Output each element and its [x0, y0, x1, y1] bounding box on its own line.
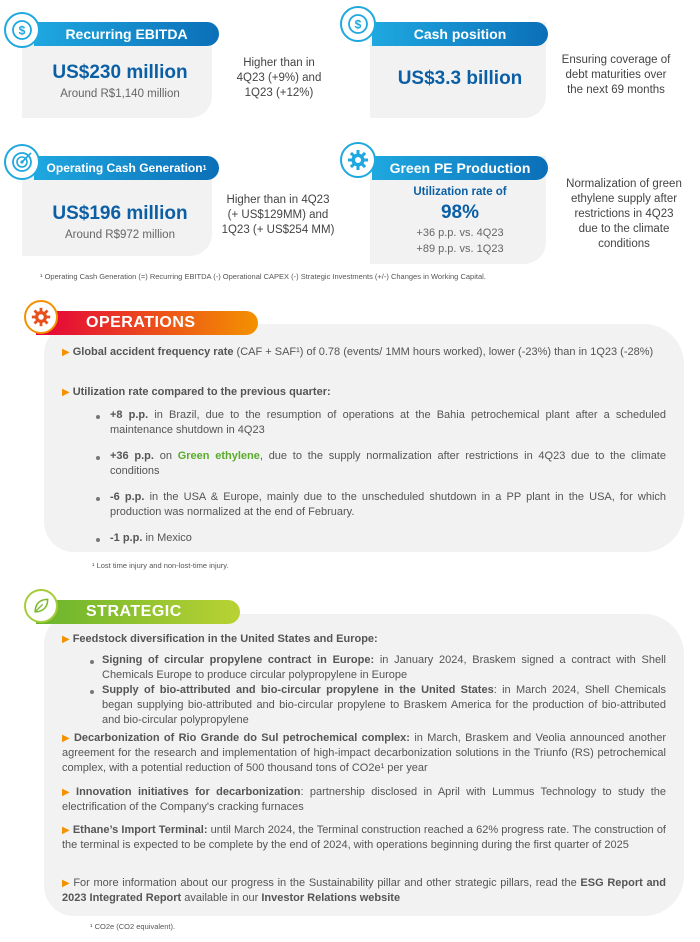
greenpe-util-label: Utilization rate of: [413, 186, 507, 198]
dollar-coin-icon: [340, 6, 376, 42]
greenpe-side: Normalization of green ethylene supply after restrictions in 4Q23 due to the climate conditions: [566, 178, 682, 250]
greenpe-line2: +89 p.p. vs. 1Q23: [416, 243, 504, 255]
ocg-title: Operating Cash Generation 1: [34, 156, 219, 180]
strat-more-info: ▶ For more information about our progress in the Sustainability pillar and other strategic pillars, read the ESG Report and 2023 Integrated Report available in our Investor Relations website: [62, 877, 666, 904]
gear-icon: [340, 142, 376, 178]
ir-website-link[interactable]: Investor Relations website: [261, 892, 401, 904]
bullet: [90, 690, 94, 694]
ops-util-heading: ▶ Utilization rate compared to the previous quarter:: [62, 386, 331, 398]
strat-footnote: ¹ CO2e (CO2 equivalent).: [90, 922, 176, 931]
kpi-footnote: ¹ Operating Cash Generation (=) Recurring EBITDA (-) Operational CAPEX (-) Strategic Investments (+/-) Changes in Working Capital.: [40, 272, 486, 281]
strat-ethane-terminal: ▶ Ethane’s Import Terminal: until March 2024, the Terminal construction reached a 62% progress rate. The construction of the terminal is expected to be complete by the end of 2024, with operations beginning during the first quarter of 2025: [62, 824, 666, 851]
bullet: [90, 660, 94, 664]
greenpe-line1: +36 p.p. vs. 4Q23: [416, 227, 504, 239]
bullet: [96, 456, 100, 460]
arrow-icon: ▶: [62, 634, 70, 645]
arrow-icon: ▶: [62, 787, 74, 798]
strat-feedstock: ▶ Feedstock diversification in the United States and Europe:: [62, 633, 378, 645]
dollar-refresh-icon: [4, 12, 40, 48]
ops-accident: ▶ Global accident frequency rate (CAF + SAF¹) of 0.78 (events/ 1MM hours worked), lower (-23%) than in 1Q23 (-28%): [62, 346, 654, 358]
ops-footnote: ¹ Lost time injury and non-lost-time injury.: [92, 561, 229, 570]
strategic-title: STRATEGIC: [36, 600, 240, 624]
ebitda-title: Recurring EBITDA: [34, 22, 219, 46]
ops-bullet-usa: -6 p.p. in the USA & Europe, mainly due to the unscheduled shutdown in a PP plant in the USA, for which production was normalized at the end of February.: [110, 491, 667, 518]
operations-title: OPERATIONS: [36, 311, 258, 335]
greenpe-value: 98%: [440, 202, 480, 223]
leaf-icon: [24, 589, 58, 623]
ebitda-value: US$230 million: [52, 62, 188, 83]
strat-bio-propylene: Supply of bio-attributed and bio-circular propylene in the United States: in March 2024, Shell Chemicals began supplying bio-attributed and bio-circular propylene to Braskem America for the production of bio-attributed and bio-circular polypropylene: [102, 684, 666, 726]
target-icon: [4, 144, 40, 180]
ocg-value: US$196 million: [52, 203, 188, 224]
arrow-icon: ▶: [62, 733, 71, 744]
ops-bullet-brazil: +8 p.p. in Brazil, due to the resumption of operations at the Bahia petrochemical plant after a scheduled maintenance shutdown in 4Q23: [110, 409, 666, 436]
gear-icon: [24, 300, 58, 334]
ocg-sub: Around R$972 million: [65, 229, 175, 241]
bullet: [96, 415, 100, 419]
cash-title: Cash position: [372, 22, 548, 46]
cash-value: US$3.3 billion: [397, 68, 523, 89]
ebitda-side: Higher than in 4Q23 (+9%) and 1Q23 (+12%): [236, 57, 322, 99]
ocg-side: Higher than in 4Q23 (+ US$129MM) and 1Q23 (+ US$254 MM): [221, 194, 335, 236]
arrow-icon: ▶: [62, 825, 70, 836]
ops-bullet-mexico: -1 p.p. in Mexico: [110, 532, 192, 544]
strat-decarbonization: ▶ Decarbonization of Rio Grande do Sul petrochemical complex: in March, Braskem and Veolia announced another agreement for the research and implementation of high-impact decarbonization solutions in the Triunfo (RS) petrochemical complex, with a potential reduction of 500 thousand tons of CO2e¹ per year: [62, 732, 666, 774]
cash-side: Ensuring coverage of debt maturities over the next 69 months: [561, 54, 671, 96]
bullet: [96, 497, 100, 501]
arrow-icon: ▶: [62, 347, 70, 358]
arrow-icon: ▶: [62, 878, 71, 889]
bullet: [96, 538, 100, 542]
ebitda-sub: Around R$1,140 million: [60, 88, 180, 100]
greenpe-title: Green PE Production: [372, 156, 548, 180]
ops-bullet-green: +36 p.p. on Green ethylene, due to the supply normalization after restrictions in 4Q23 due to the climate conditions: [110, 450, 666, 477]
strat-innovation: ▶ Innovation initiatives for decarbonization: partnership disclosed in April with Lummus Technology to study the electrification of the Company's cracking furnaces: [62, 786, 666, 813]
arrow-icon: ▶: [62, 387, 70, 398]
svg-text:$: $: [354, 17, 362, 32]
strat-circular-contract: Signing of circular propylene contract in Europe: in January 2024, Braskem signed a contract with Shell Chemicals Europe to produce circular polypropylene in Europe: [102, 654, 666, 681]
svg-text:$: $: [18, 23, 26, 38]
